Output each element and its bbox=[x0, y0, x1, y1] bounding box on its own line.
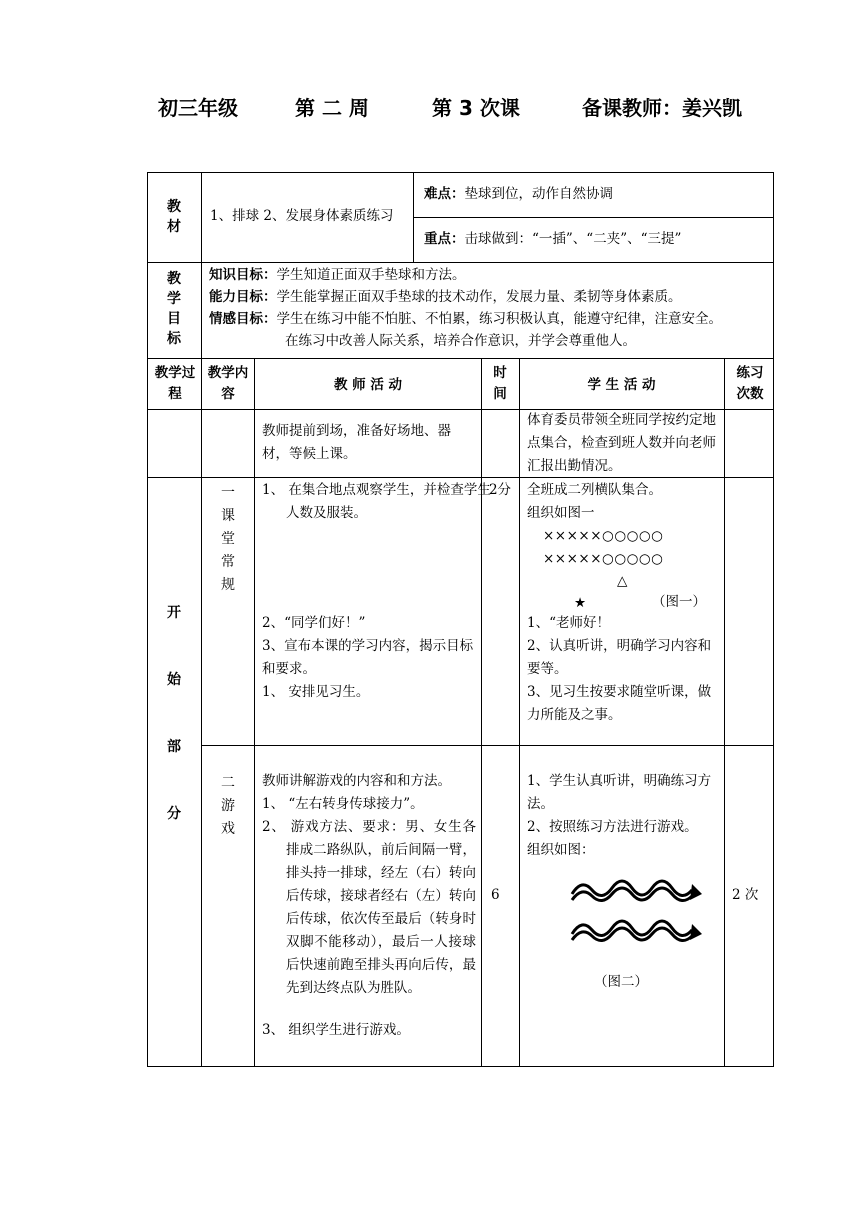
game-reps: 2 次 bbox=[732, 887, 759, 903]
routine-teacher-1: 1、 在集合地点观察学生，并检查学生人数及服装。 bbox=[262, 482, 491, 521]
key-text: 击球做到：“一插”、“二夹”、“三提” bbox=[464, 231, 682, 247]
header-reps: 练习次数 bbox=[736, 365, 764, 402]
week: 第 二 周 bbox=[295, 96, 369, 120]
emotion-goal: 情感目标：学生在练习中能不怕脏、不怕累，练习积极认真，能遵守纪律，注意安全。 bbox=[209, 311, 722, 327]
grade: 初三年级 bbox=[158, 96, 238, 120]
routine-time: 2分 bbox=[488, 482, 512, 498]
difficulty bbox=[424, 183, 613, 206]
routine-student-2: 组织如图一 bbox=[527, 505, 595, 521]
game-content: 二游戏 bbox=[221, 775, 235, 837]
game-teacher-3: 2、 游戏方法、要求：男、女生各排成二路纵队，前后间隔一臂，排头持一排球，经左（右）转向后传球，接球者经右（左）转向后传球，依次传至最后（转身时双脚不能移动），最后一人接球后快速前跑至排头再向后传，最先到达终点队为胜队。 bbox=[262, 819, 476, 996]
game-student-2: 2、按照练习方法进行游戏。 bbox=[527, 819, 698, 835]
figure-1-caption: （图一） bbox=[652, 594, 706, 610]
triangle-icon: △ bbox=[617, 573, 628, 589]
formation-row-2: ×××××○○○○○ bbox=[543, 551, 664, 567]
relay-arrows-figure bbox=[566, 872, 706, 962]
lesson-number: 第 3 次课 bbox=[432, 96, 520, 120]
header-student: 学 生 活 动 bbox=[587, 377, 656, 393]
game-teacher-2: 1、 “左右转身传球接力”。 bbox=[262, 796, 424, 812]
game-teacher-4: 3、 组织学生进行游戏。 bbox=[262, 1022, 410, 1038]
prep-teacher: 教师提前到场，准备好场地、器材，等候上课。 bbox=[262, 423, 451, 462]
routine-content: 一课堂常规 bbox=[221, 485, 235, 593]
game-student-1: 1、学生认真听讲，明确练习方法。 bbox=[527, 773, 712, 812]
materials-label: 教材 bbox=[167, 199, 181, 235]
routine-teacher-4: 1、 安排见习生。 bbox=[262, 684, 370, 700]
routine-teacher-2: 2、“同学们好！” bbox=[262, 615, 366, 631]
goals-label: 教学目标 bbox=[167, 271, 181, 347]
ability-goal: 能力目标：学生能掌握正面双手垫球的技术动作，发展力量、柔韧等身体素质。 bbox=[209, 289, 682, 305]
difficulty-text: 垫球到位，动作自然协调 bbox=[464, 186, 613, 202]
formation-row-1: ×××××○○○○○ bbox=[543, 528, 664, 544]
figure-2-caption: （图二） bbox=[594, 974, 648, 990]
emotion-goal-cont: 在练习中改善人际关系，培养合作意识，并学会尊重他人。 bbox=[285, 333, 636, 349]
key-label: 重点： bbox=[424, 231, 465, 247]
game-student-3: 组织如图： bbox=[527, 842, 595, 858]
routine-student-1: 全班成二列横队集合。 bbox=[527, 482, 662, 498]
relay-arrows-row-2 bbox=[572, 921, 692, 941]
relay-arrows-row-1 bbox=[572, 881, 692, 901]
knowledge-goal: 知识目标：学生知道正面双手垫球和方法。 bbox=[209, 267, 466, 283]
game-time: 6 bbox=[491, 887, 500, 903]
arrow-head-2 bbox=[690, 924, 702, 940]
routine-student-5: 3、见习生按要求随堂听课，做力所能及之事。 bbox=[527, 684, 712, 723]
header-teacher: 教 师 活 动 bbox=[333, 377, 403, 393]
section-start-label: 开始部分 bbox=[167, 605, 181, 822]
teacher-name: 备课教师：姜兴凯 bbox=[582, 96, 742, 120]
prep-student: 体育委员带领全班同学按约定地点集合，检查到班人数并向老师汇报出勤情况。 bbox=[527, 412, 716, 474]
materials-content: 1、排球 2、发展身体素质练习 bbox=[210, 208, 394, 224]
routine-student-4: 2、认真听讲，明确学习内容和要等。 bbox=[527, 638, 712, 677]
routine-student-3: 1、“老师好！ bbox=[527, 615, 610, 631]
header-time: 时间 bbox=[493, 365, 507, 402]
header-content: 教学内容 bbox=[207, 365, 249, 402]
routine-teacher-3: 3、宣布本课的学习内容，揭示目标和要求。 bbox=[262, 638, 474, 677]
game-teacher-1: 教师讲解游戏的内容和和方法。 bbox=[262, 773, 451, 789]
arrow-head-1 bbox=[690, 884, 702, 900]
header-process: 教学过程 bbox=[154, 365, 196, 402]
difficulty-label: 难点： bbox=[424, 186, 465, 202]
star-icon: ★ bbox=[574, 595, 587, 611]
key-point bbox=[424, 228, 681, 251]
